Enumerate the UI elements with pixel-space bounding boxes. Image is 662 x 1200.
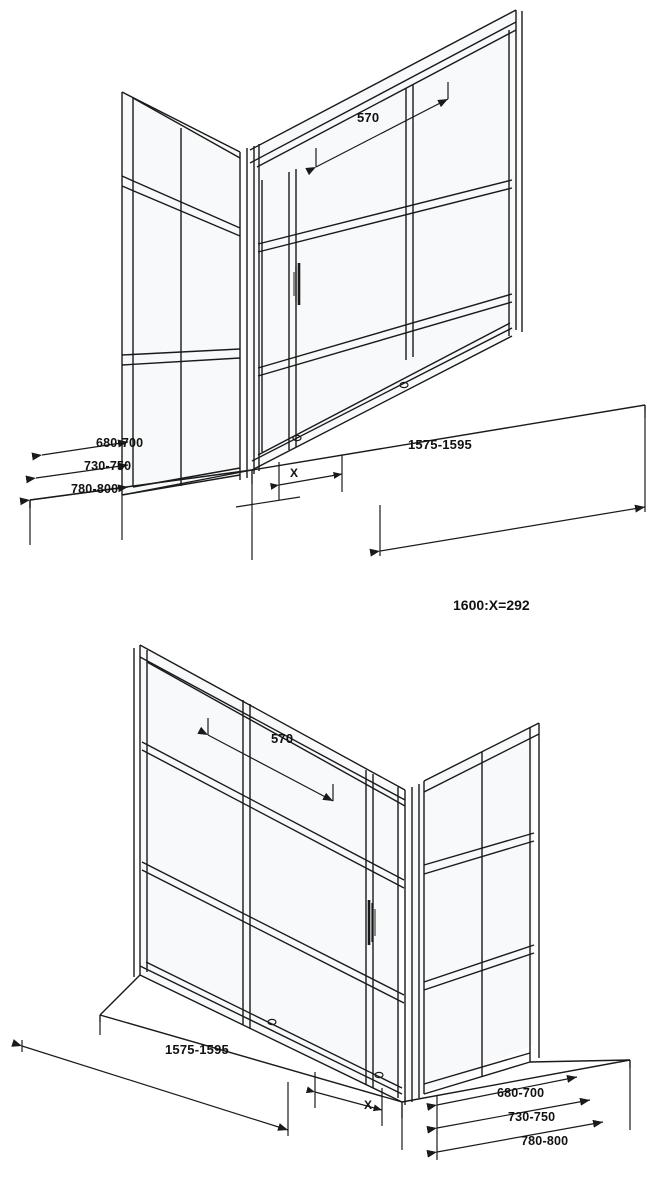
upper-x-marker-label: X: [290, 466, 299, 480]
upper-side-depth-label-2: 730-750: [84, 459, 132, 473]
upper-side-depth-label-1: 680-700: [96, 436, 144, 450]
upper-view-geometry: [30, 10, 645, 508]
upper-front-width-label: 1575-1595: [408, 437, 472, 452]
lower-door-panel-width-label: 570: [271, 731, 294, 746]
ratio-note: 1600:X=292: [453, 597, 530, 613]
upper-side-depth-label-3: 780-800: [71, 482, 119, 496]
lower-side-depth-label-3: 780-800: [521, 1134, 569, 1148]
lower-side-depth-label-2: 730-750: [508, 1110, 556, 1124]
upper-door-panel-width-label: 570: [357, 110, 380, 125]
lower-x-marker-label: X: [364, 1098, 373, 1112]
lower-front-width-label: 1575-1595: [165, 1042, 229, 1057]
lower-side-depth-label-1: 680-700: [497, 1086, 545, 1100]
